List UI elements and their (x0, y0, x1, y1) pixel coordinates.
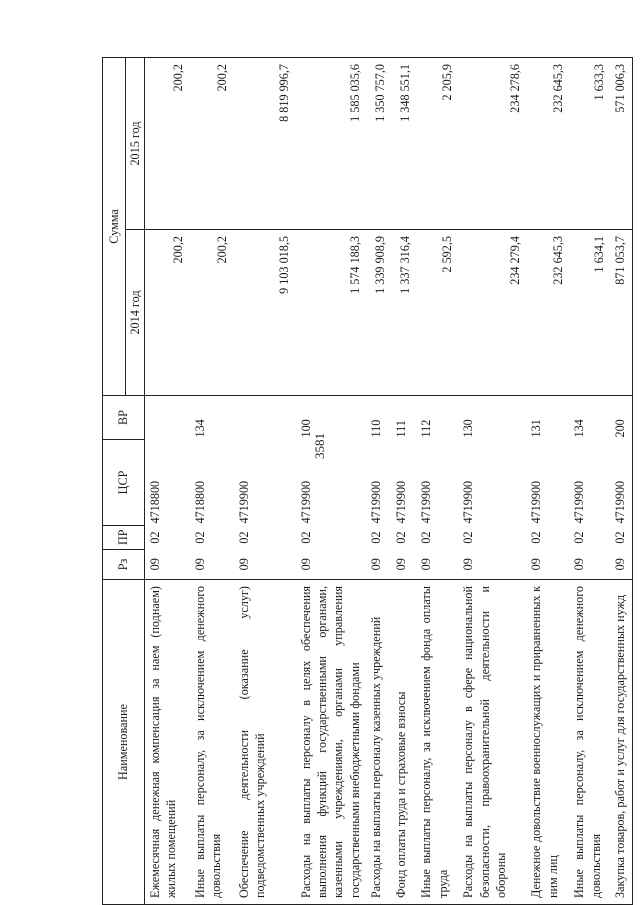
row-sum-2014: 1 339 908,9 (366, 230, 391, 396)
row-vr: 112 (416, 396, 458, 440)
header-sum: Сумма (103, 57, 126, 395)
header-2015: 2015 год (126, 57, 145, 229)
row-sum-2015: 1 633,3 (569, 57, 610, 229)
row-pr: 02 (610, 526, 632, 550)
row-vr: 110 (366, 396, 391, 440)
row-csr: 4719900 (394, 480, 409, 524)
table-row (416, 57, 458, 904)
row-pr: 02 (192, 531, 207, 544)
row-sum-2014: 232 645,3 (526, 230, 569, 396)
row-sum-2014: 9 103 018,5 (234, 230, 296, 396)
row-name: Ежемесячная денежная компенсация за наем (поднаем) жилых помещений (145, 580, 190, 905)
row-csr: 4719900 (610, 440, 632, 526)
row-name: Фонд оплаты труда и страховые взносы (391, 580, 416, 905)
row-vr (234, 396, 296, 440)
row-pr: 02 (394, 531, 409, 544)
row-sum-2015: 8 819 996,7 (234, 57, 296, 229)
header-pr: ПР (103, 526, 145, 550)
table-row (234, 57, 296, 904)
row-sum-2014: 200,2 (190, 230, 234, 396)
header-2014: 2014 год (126, 230, 145, 396)
row-sum-2015: 200,2 (145, 57, 190, 229)
table-row (526, 57, 569, 904)
row-sum-2014: 1 574 188,3 (296, 230, 367, 396)
row-name: Иные выплаты персоналу, за исключением денежного довольствия (190, 580, 234, 905)
row-pr: 02 (148, 531, 162, 544)
row-vr: 130 (458, 396, 526, 440)
row-csr: 4719900 (572, 480, 587, 524)
row-sum-2015: 232 645,3 (526, 57, 569, 229)
row-csr: 4718800 (192, 480, 207, 524)
table-row (296, 57, 367, 904)
row-csr: 4719900 (369, 480, 384, 524)
header-rz: Рз (103, 550, 145, 580)
budget-table (102, 57, 633, 905)
row-name: Иные выплаты персоналу, за исключением фонда оплаты труда (416, 580, 458, 905)
header-csr: ЦСР (103, 440, 145, 526)
row-rz: 09 (610, 550, 632, 580)
row-vr: 131 (526, 396, 569, 440)
row-pr: 02 (572, 531, 587, 544)
row-name: Обеспечение деятельности (оказание услуг) подведомственных учреждений (234, 580, 296, 905)
table-row (391, 57, 416, 904)
row-pr: 02 (529, 531, 544, 544)
row-csr: 4719900 (298, 480, 313, 524)
page-number: 3581 (312, 433, 327, 459)
row-rz: 09 (366, 550, 391, 580)
row-rz: 09 (190, 550, 234, 580)
row-name: Иные выплаты персоналу, за исключением денежного довольствия (569, 580, 610, 905)
row-sum-2015: 2 205,9 (416, 57, 458, 229)
row-sum-2015: 1 348 551,1 (391, 57, 416, 229)
row-rz: 09 (416, 550, 458, 580)
row-sum-2015: 571 006,3 (610, 57, 632, 229)
row-csr: 4719900 (461, 480, 476, 524)
row-rz: 09 (145, 550, 190, 580)
row-name: Расходы на выплаты персоналу в целях обеспечения выполнения функций государственными органами, казенными учреждениями, органами управления государственными внебюджетными фондами (296, 580, 367, 905)
row-vr: 111 (391, 396, 416, 440)
row-vr: 134 (190, 396, 234, 440)
row-sum-2014: 1 634,1 (569, 230, 610, 396)
table-body (145, 57, 633, 904)
row-sum-2015: 1 350 757,0 (366, 57, 391, 229)
table-row (610, 57, 632, 904)
row-vr: 134 (569, 396, 610, 440)
row-csr: 4719900 (236, 480, 251, 524)
table-row (145, 57, 190, 904)
row-rz: 09 (526, 550, 569, 580)
row-vr: 200 (610, 396, 632, 440)
row-name: Денежное довольствие военнослужащих и приравненных к ним лиц (526, 580, 569, 905)
row-csr: 4718800 (148, 480, 162, 524)
row-rz: 09 (296, 550, 367, 580)
row-vr: 100 (296, 396, 367, 440)
row-pr: 02 (298, 531, 313, 544)
row-pr: 02 (236, 531, 251, 544)
row-pr: 02 (369, 531, 384, 544)
row-rz: 09 (391, 550, 416, 580)
table-row (569, 57, 610, 904)
table-row (190, 57, 234, 904)
row-rz: 09 (234, 550, 296, 580)
row-sum-2014: 871 053,7 (610, 230, 632, 396)
row-sum-2015: 234 278,6 (458, 57, 526, 229)
row-pr: 02 (419, 531, 434, 544)
header-name: Наименование (103, 580, 145, 905)
row-sum-2014: 200,2 (145, 230, 190, 396)
row-csr: 4719900 (529, 480, 544, 524)
table-row (366, 57, 391, 904)
row-sum-2015: 1 585 035,6 (296, 57, 367, 229)
row-rz: 09 (458, 550, 526, 580)
row-vr (145, 396, 190, 440)
row-name: Расходы на выплаты персоналу казенных учреждений (366, 580, 391, 905)
row-name: Закупка товаров, работ и услуг для государственных нужд (610, 580, 632, 905)
header-vr: ВР (103, 396, 145, 440)
row-sum-2015: 200,2 (190, 57, 234, 229)
budget-table-rotated (102, 58, 628, 905)
row-sum-2014: 1 337 316,4 (391, 230, 416, 396)
row-rz: 09 (569, 550, 610, 580)
row-sum-2014: 2 592,5 (416, 230, 458, 396)
row-sum-2014: 234 279,4 (458, 230, 526, 396)
table-row (458, 57, 526, 904)
row-csr: 4719900 (419, 480, 434, 524)
row-pr: 02 (461, 531, 476, 544)
row-name: Расходы на выплаты персоналу в сфере национальной безопасности, правоохранительной деятельности и обороны (458, 580, 526, 905)
